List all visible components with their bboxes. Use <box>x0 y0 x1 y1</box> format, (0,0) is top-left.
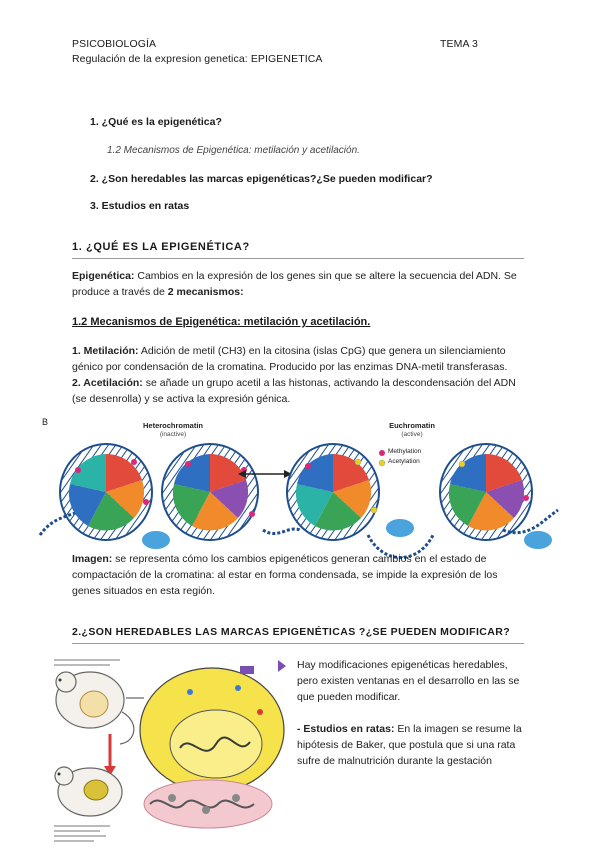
nucleosome-4 <box>440 444 532 540</box>
h1-histone-mid <box>386 519 414 537</box>
definition-term: Epigenética: <box>72 270 135 282</box>
nucleosome-1 <box>60 444 152 540</box>
definition-text: Cambios en la expresión de los genes sin que se altere la secuencia del ADN. Se produce a través de <box>72 270 517 298</box>
section-2-title: 2.¿SON HEREDABLES LAS MARCAS EPIGENÉTICAS ?¿SE PUEDEN MODIFICAR? <box>72 626 511 638</box>
nucleosome-3 <box>287 444 379 540</box>
header-subject: PSICOBIOLOGÍA <box>72 38 157 50</box>
legend-methylation-label: Methylation <box>388 448 422 455</box>
section-2-rule <box>72 643 524 644</box>
baker-hypothesis-figure <box>40 652 290 846</box>
section-1-rule <box>72 258 524 259</box>
heterochromatin-label: Heterochromatin <box>142 421 203 430</box>
figure-panel-letter: B <box>42 417 49 427</box>
rat-top-icon <box>56 672 134 744</box>
h1-histone-right <box>524 531 552 549</box>
dna-region <box>144 780 272 828</box>
rat-studies-term: - Estudios en ratas: <box>297 723 395 735</box>
cell-diagram <box>140 660 286 792</box>
methylation-text: Adición de metil (CH3) en la citosina (islas CpG) que genera un silenciamiento génico por condensación de la cromatina. Producido por las enzimas DNA-metil transferasas. <box>72 345 508 373</box>
section-2-paragraph-1: Hay modificaciones epigenéticas heredables, pero existen ventanas en el desarrollo en las se que pueden modificar. <box>297 659 520 703</box>
rat-bottom-icon <box>55 767 122 816</box>
toc-item-1-sub: 1.2 Mecanismos de Epigenética: metilación y acetilación. <box>107 145 360 156</box>
epigenetics-definition <box>72 268 527 300</box>
toc-item-1: 1. ¿Qué es la epigenética? <box>90 116 222 128</box>
euchromatin-sub: (active) <box>401 431 423 438</box>
rat-studies-text: En la imagen se resume la hipótesis de Baker, que postula que si una rata sufre de malnutrición durante la gestación <box>297 723 522 767</box>
header-topic: TEMA 3 <box>440 38 478 50</box>
methylation-paragraph <box>72 343 527 375</box>
section-1-title: 1. ¿QUÉ ES LA EPIGENÉTICA? <box>72 241 250 253</box>
heterochromatin-sub: (inactive) <box>159 431 187 438</box>
methylation-term: 1. Metilación: <box>72 345 139 357</box>
h1-histone-left <box>142 531 170 549</box>
toc-item-2: 2. ¿Son heredables las marcas epigenéticas?¿Se pueden modificar? <box>90 173 433 185</box>
acetylation-text: se añade un grupo acetil a las histonas, activando la descondensación del ADN (se desenrolla) y se activa la expresión génica. <box>72 377 516 405</box>
toc-item-3: 3. Estudios en ratas <box>90 200 190 212</box>
legend-methylation-dot <box>379 450 385 456</box>
figure-caption <box>72 551 527 599</box>
caption-term: Imagen: <box>72 553 113 565</box>
caption-text: se representa cómo los cambios epigenéticos generan cambios en el estado de compactación de la cromatina: al estar en forma condensada, se impide la expresión de los genes situados en esta región. <box>72 553 498 597</box>
acetylation-term: 2. Acetilación: <box>72 377 143 389</box>
legend-acetylation-label: Acetylation <box>388 458 420 465</box>
legend-acetylation-dot <box>379 460 385 466</box>
chromatin-figure <box>38 440 562 560</box>
header-subtitle: Regulación de la expresion genetica: EPIGENETICA <box>72 53 323 65</box>
mechanisms-subtitle: 1.2 Mecanismos de Epigenética: metilación y acetilación. <box>72 316 371 328</box>
section-2-paragraph-2 <box>297 721 529 769</box>
acetylation-paragraph <box>72 375 527 407</box>
nucleosome-2 <box>162 444 258 540</box>
definition-bold: 2 mecanismos: <box>167 286 244 298</box>
euchromatin-label: Euchromatin <box>389 421 435 430</box>
